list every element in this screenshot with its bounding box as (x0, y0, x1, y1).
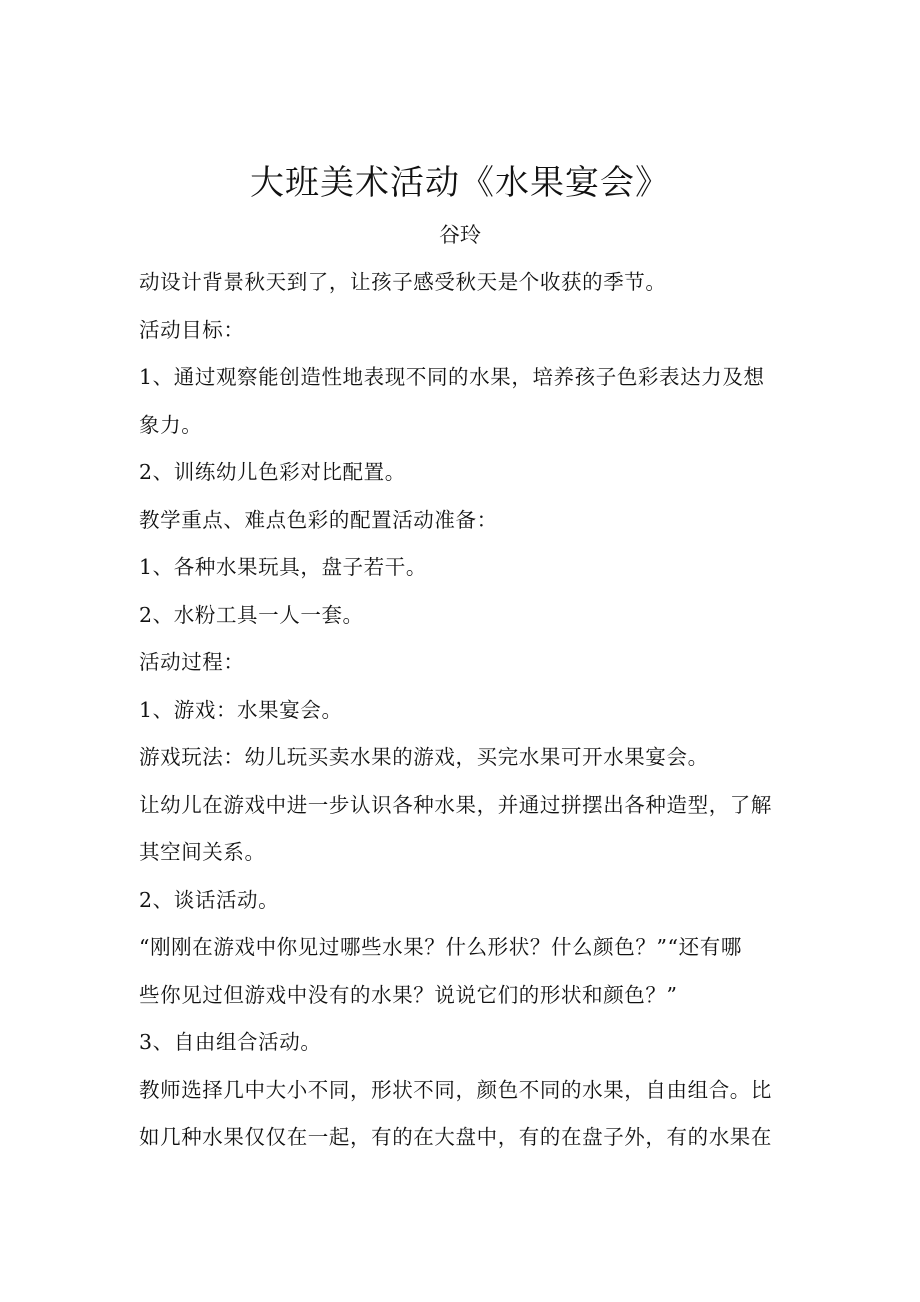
paragraph-line: 1、通过观察能创造性地表现不同的水果，培养孩子色彩表达力及想 (139, 365, 765, 389)
document-body (139, 263, 789, 1166)
paragraph-line: 其空间关系。 (139, 840, 266, 864)
paragraph-line: 些你见过但游戏中没有的水果？说说它们的形状和颜色？” (139, 982, 678, 1007)
paragraph-line: 2、水粉工具一人一套。 (139, 602, 364, 627)
paragraph-line: “刚刚在游戏中你见过哪些水果？什么形状？什么颜色？”“还有哪 (139, 935, 742, 959)
paragraph-line: 活动目标： (139, 317, 245, 342)
paragraph-line: 教师选择几中大小不同，形状不同，颜色不同的水果，自由组合。比 (139, 1077, 772, 1102)
paragraph-line: 游戏玩法：幼儿玩买卖水果的游戏，买完水果可开水果宴会。 (139, 745, 709, 769)
paragraph-line: 教学重点、难点色彩的配置活动准备： (139, 507, 498, 532)
paragraph-line: 让幼儿在游戏中进一步认识各种水果，并通过拼摆出各种造型，了解 (139, 792, 772, 817)
paragraph-line: 2、训练幼儿色彩对比配置。 (139, 460, 406, 484)
paragraph-line: 动设计背景秋天到了，让孩子感受秋天是个收获的季节。 (139, 270, 667, 294)
paragraph-line: 如几种水果仅仅在一起，有的在大盘中，有的在盘子外，有的水果在 (139, 1125, 772, 1149)
paragraph-line: 1、各种水果玩具，盘子若干。 (139, 555, 427, 579)
document-title: 大班美术活动《水果宴会》 (250, 163, 670, 203)
paragraph-line: 1、游戏：水果宴会。 (139, 697, 343, 722)
document-author: 谷玲 (439, 223, 481, 247)
paragraph-line: 活动过程： (139, 650, 245, 674)
paragraph-line: 2、谈话活动。 (139, 887, 280, 912)
paragraph-line: 3、自由组合活动。 (139, 1030, 322, 1054)
paragraph-line: 象力。 (139, 412, 203, 437)
